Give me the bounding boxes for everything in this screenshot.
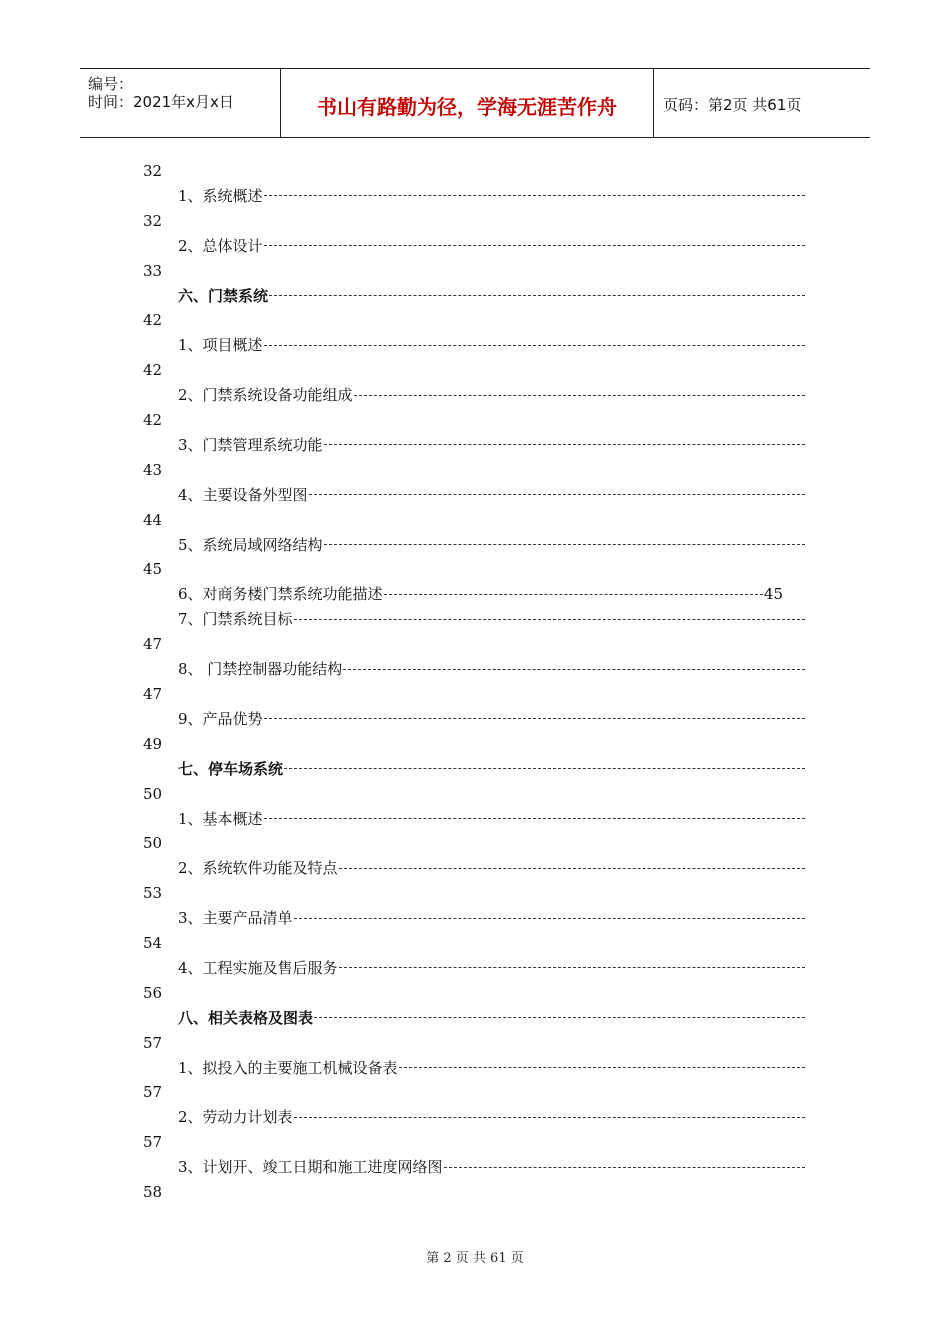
toc-page-number: 49 [143, 734, 163, 753]
toc-leader [264, 718, 805, 719]
toc-entry-title: 3、计划开、竣工日期和施工进度网络图 [178, 1158, 443, 1177]
toc-entry-title: 2、劳动力计划表 [178, 1108, 293, 1127]
toc-entry [178, 760, 806, 778]
toc-leader [264, 195, 805, 196]
toc-entry-title: 4、主要设备外型图 [178, 485, 308, 504]
toc-leader [294, 1117, 805, 1118]
toc-entry-title: 2、门禁系统设备功能组成 [178, 386, 353, 405]
motto: 书山有路勤为径，学海无涯苦作舟 [317, 95, 617, 119]
toc-leader [294, 918, 805, 919]
toc-entry-title: 1、拟投入的主要施工机械设备表 [178, 1058, 398, 1077]
toc-leader [444, 1167, 805, 1168]
toc-page-number: 43 [143, 460, 163, 479]
toc-page-number: 45 [143, 560, 163, 579]
toc-entry [178, 237, 806, 255]
toc-leader [343, 669, 805, 670]
toc-entry [178, 1158, 806, 1176]
toc-entry-title: 3、主要产品清单 [178, 909, 293, 928]
toc-page-number: 58 [143, 1183, 163, 1201]
document-number: 编号： [88, 75, 134, 93]
toc-entry [178, 1059, 806, 1077]
toc-page-number: 56 [143, 983, 163, 1002]
toc-entry [178, 386, 806, 404]
toc-entry [178, 486, 806, 504]
toc-entry-title: 1、系统概述 [178, 186, 263, 205]
toc-entry-title: 8、 门禁控制器功能结构 [178, 660, 343, 679]
toc-entry-page: 45 [763, 585, 783, 604]
toc-entry-title: 5、系统局域网络结构 [178, 535, 323, 554]
toc-page-number: 57 [143, 1133, 163, 1152]
page-header [80, 68, 870, 138]
toc-leader [324, 544, 805, 545]
toc-leader [264, 245, 805, 246]
toc-page-number: 42 [143, 411, 163, 429]
toc-entry [178, 287, 806, 305]
toc-entry [178, 1108, 806, 1126]
toc-entry [178, 859, 806, 877]
toc-page-number: 44 [143, 510, 163, 529]
toc-entry-title: 七、停车场系统 [178, 759, 284, 778]
toc-entry [178, 660, 806, 678]
toc-entry [178, 585, 783, 603]
header-motto-cell [280, 69, 654, 137]
toc-leader [264, 818, 805, 819]
toc-page-number: 57 [143, 1033, 163, 1052]
toc-entry [178, 959, 806, 977]
toc-entry-title: 4、工程实施及售后服务 [178, 958, 338, 977]
toc-page-number: 32 [143, 211, 163, 230]
header-page-cell [653, 69, 870, 137]
toc-leader [284, 768, 805, 769]
toc-entry [178, 536, 806, 554]
document-date: 时间：2021年x月x日 [88, 93, 234, 111]
toc-leader [324, 444, 805, 445]
toc-leader [384, 594, 763, 595]
header-meta-cell [80, 69, 280, 137]
toc-entry [178, 336, 806, 354]
toc-leader [309, 494, 805, 495]
toc-entry [178, 187, 806, 205]
toc-page-number: 47 [143, 685, 163, 703]
toc-entry-title: 7、门禁系统目标 [178, 610, 293, 629]
toc-leader [339, 967, 805, 968]
toc-entry [178, 810, 806, 828]
page-footer: 第 2 页 共 61 页 [426, 1251, 524, 1266]
toc-page-number: 33 [143, 261, 163, 280]
toc-entry-title: 3、门禁管理系统功能 [178, 435, 323, 454]
toc-leader [264, 345, 805, 346]
toc-page-number: 47 [143, 635, 163, 654]
toc-entry-title: 2、系统软件功能及特点 [178, 859, 338, 878]
toc-entry [178, 710, 806, 728]
toc-entry-title: 八、相关表格及图表 [178, 1008, 314, 1027]
toc-entry-title: 1、项目概述 [178, 336, 263, 355]
toc-entry-title: 六、门禁系统 [178, 286, 269, 305]
toc-page-number: 54 [143, 934, 163, 952]
toc-page-number: 42 [143, 311, 163, 330]
toc-page-number: 53 [143, 884, 163, 903]
toc-entry [178, 610, 806, 628]
toc-entry [178, 909, 806, 927]
toc-entry [178, 436, 806, 454]
toc-leader [314, 1017, 805, 1018]
toc-entry-title: 2、总体设计 [178, 236, 263, 255]
toc-entry-title: 6、对商务楼门禁系统功能描述 [178, 585, 383, 604]
toc-page-number: 50 [143, 784, 163, 803]
toc-entry-title: 1、基本概述 [178, 809, 263, 828]
toc-page-number: 42 [143, 361, 163, 380]
toc-leader [294, 619, 805, 620]
toc-page-number: 32 [143, 162, 163, 180]
toc-leader [399, 1067, 805, 1068]
header-page-number: 页码：第2页 共61页 [663, 96, 802, 114]
toc-leader [354, 395, 805, 396]
toc-page-number: 50 [143, 834, 163, 853]
toc-entry [178, 1009, 806, 1027]
toc-page-number: 57 [143, 1083, 163, 1102]
toc-leader [269, 295, 805, 296]
toc-entry-title: 9、产品优势 [178, 709, 263, 728]
toc-leader [339, 868, 805, 869]
